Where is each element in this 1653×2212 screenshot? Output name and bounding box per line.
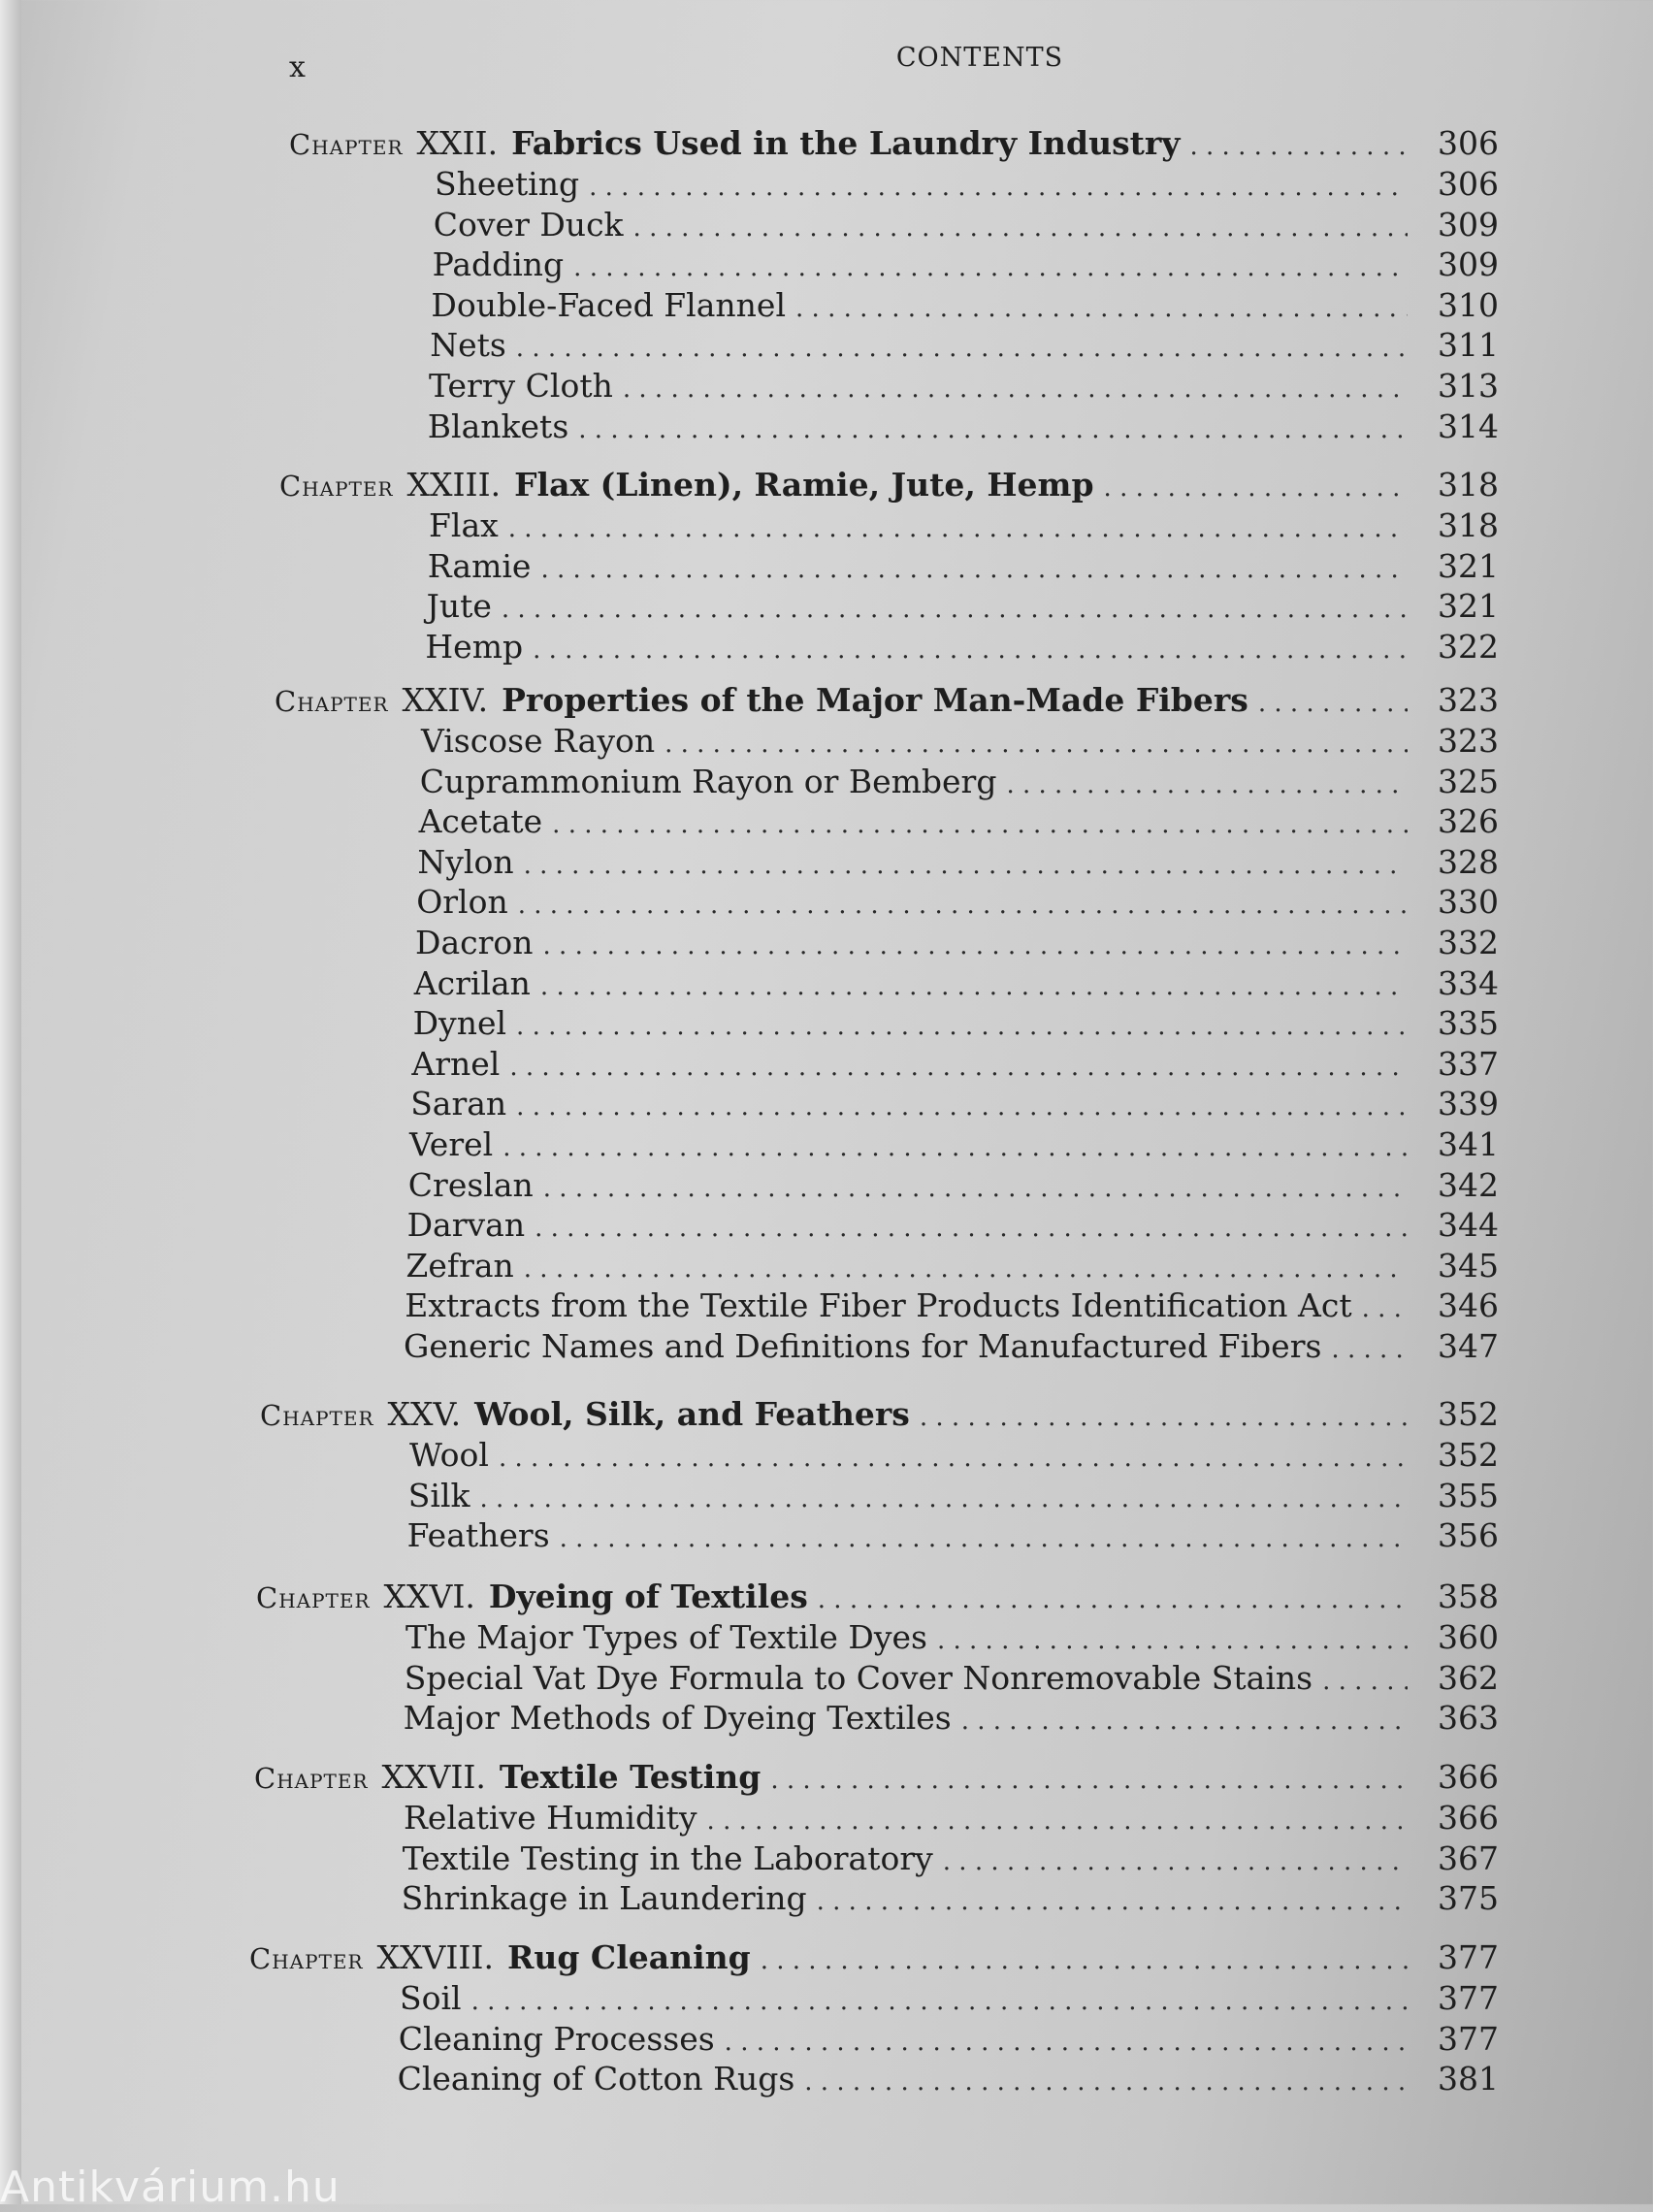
section-title: Flax bbox=[429, 506, 499, 544]
section-page-number: 326 bbox=[1437, 802, 1499, 841]
section-page-number: 344 bbox=[1437, 1206, 1499, 1245]
section-page-number: 323 bbox=[1438, 722, 1499, 760]
section-title: Darvan bbox=[406, 1206, 526, 1245]
section-page-number: 325 bbox=[1437, 762, 1499, 800]
section-title: Hemp bbox=[425, 627, 524, 666]
page-gutter bbox=[0, 0, 21, 2204]
dot-leader bbox=[795, 289, 1408, 328]
watermark: Antikvárium.hu bbox=[0, 2163, 340, 2212]
chapter-numeral: XXVI. bbox=[383, 1578, 475, 1615]
section-entry bbox=[407, 1206, 1499, 1245]
chapter-label: Chapter bbox=[260, 1399, 374, 1432]
section-entry bbox=[434, 206, 1499, 244]
section-entry bbox=[405, 1286, 1499, 1325]
dot-leader bbox=[543, 927, 1408, 965]
section-page-number: 367 bbox=[1437, 1838, 1499, 1877]
section-entry bbox=[409, 1436, 1499, 1475]
dot-leader bbox=[664, 725, 1408, 764]
section-page-number: 313 bbox=[1438, 367, 1499, 405]
section-page-number: 306 bbox=[1438, 165, 1499, 203]
dot-leader bbox=[508, 509, 1408, 548]
section-title: Textile Testing in the Laboratory bbox=[402, 1838, 933, 1877]
section-page-number: 377 bbox=[1438, 1979, 1499, 2017]
section-title: Saran bbox=[410, 1085, 507, 1123]
chapter-page-number: 377 bbox=[1438, 1938, 1499, 1976]
section-entry bbox=[430, 326, 1499, 365]
dot-leader bbox=[509, 1048, 1408, 1087]
section-title: Arnel bbox=[411, 1044, 501, 1083]
section-page-number: 346 bbox=[1437, 1286, 1499, 1325]
chapter-entry bbox=[254, 1758, 1499, 1797]
chapter-title: Fabrics Used in the Laundry Industry bbox=[511, 124, 1181, 162]
section-page-number: 309 bbox=[1437, 245, 1499, 284]
dot-leader bbox=[499, 1439, 1408, 1478]
section-page-number: 314 bbox=[1437, 407, 1499, 445]
dot-leader bbox=[516, 1088, 1408, 1126]
section-title: Silk bbox=[407, 1476, 470, 1514]
dot-leader bbox=[804, 2063, 1408, 2101]
section-title: Zefran bbox=[405, 1246, 514, 1285]
section-entry bbox=[416, 883, 1499, 922]
section-page-number: 339 bbox=[1437, 1085, 1499, 1123]
section-entry bbox=[410, 1085, 1499, 1123]
section-entry bbox=[407, 1516, 1499, 1555]
dot-leader bbox=[943, 1842, 1408, 1881]
section-entry bbox=[411, 1045, 1499, 1084]
dot-leader bbox=[535, 1209, 1408, 1248]
section-page-number: 362 bbox=[1437, 1658, 1499, 1697]
chapter-title: Wool, Silk, and Feathers bbox=[474, 1395, 910, 1433]
dot-leader bbox=[573, 248, 1408, 287]
section-page-number: 375 bbox=[1437, 1879, 1499, 1918]
chapter-numeral: XXVII. bbox=[381, 1758, 486, 1796]
dot-leader bbox=[1331, 1330, 1408, 1369]
section-entry bbox=[419, 802, 1499, 841]
section-entry bbox=[417, 843, 1499, 882]
dot-leader bbox=[707, 1802, 1408, 1840]
running-head: CONTENTS bbox=[895, 43, 1064, 73]
section-page-number: 322 bbox=[1437, 627, 1499, 666]
section-entry bbox=[409, 1125, 1499, 1164]
section-page-number: 310 bbox=[1437, 285, 1499, 324]
section-title: Terry Cloth bbox=[429, 367, 613, 405]
dot-leader bbox=[1189, 127, 1408, 166]
section-page-number: 342 bbox=[1437, 1165, 1499, 1204]
section-page-number: 335 bbox=[1437, 1004, 1499, 1043]
section-page-number: 345 bbox=[1437, 1246, 1499, 1285]
section-entry bbox=[405, 1247, 1499, 1285]
dot-leader bbox=[725, 2023, 1408, 2062]
section-entry bbox=[402, 1879, 1499, 1918]
section-title: Ramie bbox=[427, 546, 532, 585]
section-title: Cleaning of Cotton Rugs bbox=[397, 2060, 795, 2098]
chapter-label: Chapter bbox=[256, 1581, 371, 1614]
section-entry bbox=[413, 1004, 1499, 1043]
section-page-number: 330 bbox=[1437, 883, 1499, 922]
section-entry bbox=[405, 1618, 1499, 1657]
dot-leader bbox=[1322, 1662, 1408, 1701]
dot-leader bbox=[920, 1398, 1408, 1437]
chapter-label: Chapter bbox=[249, 1942, 364, 1975]
section-title: Acetate bbox=[418, 802, 543, 841]
chapter-label: Chapter bbox=[254, 1762, 369, 1795]
section-entry bbox=[415, 924, 1499, 962]
section-entry bbox=[428, 547, 1499, 586]
section-entry bbox=[403, 1839, 1499, 1878]
dot-leader bbox=[552, 805, 1408, 844]
section-page-number: 332 bbox=[1438, 924, 1499, 961]
section-entry bbox=[404, 1799, 1499, 1838]
section-entry bbox=[429, 367, 1499, 406]
section-title: Cleaning Processes bbox=[398, 2019, 715, 2058]
dot-leader bbox=[1362, 1289, 1408, 1328]
chapter-title: Properties of the Major Man-Made Fibers bbox=[502, 681, 1248, 719]
dot-leader bbox=[633, 209, 1408, 247]
section-entry bbox=[425, 628, 1499, 667]
chapter-title: Flax (Linen), Ramie, Jute, Hemp bbox=[514, 466, 1094, 504]
section-title: Double-Faced Flannel bbox=[431, 285, 787, 324]
section-title: Orlon bbox=[416, 883, 508, 922]
section-title: Jute bbox=[426, 587, 492, 626]
section-page-number: 381 bbox=[1437, 2060, 1499, 2098]
section-entry bbox=[408, 1166, 1499, 1205]
dot-leader bbox=[937, 1621, 1408, 1660]
section-entry bbox=[435, 165, 1499, 204]
section-page-number: 377 bbox=[1437, 2019, 1499, 2058]
dot-leader bbox=[516, 1007, 1408, 1046]
dot-leader bbox=[524, 1250, 1408, 1288]
section-title: Nylon bbox=[417, 842, 514, 881]
section-page-number: 309 bbox=[1437, 205, 1499, 244]
section-page-number: 366 bbox=[1438, 1799, 1499, 1837]
section-entry bbox=[400, 1979, 1499, 2018]
chapter-label: Chapter bbox=[279, 470, 394, 503]
section-entry bbox=[421, 722, 1499, 761]
dot-leader bbox=[480, 1480, 1408, 1518]
section-page-number: 347 bbox=[1438, 1327, 1499, 1365]
section-title: Special Vat Dye Formula to Cover Nonremovable Stains bbox=[404, 1658, 1313, 1697]
dot-leader bbox=[589, 168, 1408, 207]
section-title: Major Methods of Dyeing Textiles bbox=[403, 1699, 952, 1738]
chapter-numeral: XXIV. bbox=[402, 681, 489, 719]
section-entry bbox=[431, 286, 1499, 325]
section-entry bbox=[404, 1327, 1499, 1366]
chapter-page-number: 323 bbox=[1438, 681, 1499, 719]
chapter-numeral: XXIII. bbox=[406, 466, 502, 504]
chapter-page-number: 318 bbox=[1438, 466, 1499, 504]
chapter-entry bbox=[256, 1578, 1499, 1616]
section-title: Sheeting bbox=[435, 165, 580, 203]
section-entry bbox=[429, 506, 1499, 545]
section-page-number: 341 bbox=[1438, 1125, 1499, 1163]
section-title: Generic Names and Definitions for Manufactured Fibers bbox=[404, 1327, 1322, 1365]
section-title: Cuprammonium Rayon or Bemberg bbox=[419, 762, 997, 800]
chapter-entry bbox=[249, 1938, 1499, 1977]
dot-leader bbox=[1006, 765, 1408, 804]
dot-leader bbox=[518, 886, 1408, 925]
dot-leader bbox=[761, 1941, 1408, 1980]
chapter-label: Chapter bbox=[289, 128, 404, 161]
section-title: Soil bbox=[400, 1979, 462, 2017]
section-title: Dacron bbox=[415, 924, 534, 961]
section-page-number: 321 bbox=[1437, 546, 1499, 585]
chapter-page-number: 306 bbox=[1438, 124, 1499, 162]
chapter-page-number: 358 bbox=[1438, 1578, 1499, 1615]
chapter-title: Rug Cleaning bbox=[506, 1938, 751, 1976]
section-page-number: 352 bbox=[1438, 1436, 1499, 1474]
section-page-number: 355 bbox=[1437, 1476, 1499, 1514]
chapter-page-number: 366 bbox=[1438, 1758, 1499, 1796]
section-title: Blankets bbox=[427, 407, 569, 445]
dot-leader bbox=[961, 1702, 1408, 1740]
section-page-number: 311 bbox=[1437, 326, 1499, 365]
dot-leader bbox=[560, 1519, 1408, 1558]
section-title: Creslan bbox=[407, 1165, 534, 1204]
section-title: Dynel bbox=[412, 1004, 507, 1043]
section-title: Relative Humidity bbox=[404, 1799, 697, 1837]
dot-leader bbox=[540, 967, 1408, 1006]
chapter-entry bbox=[260, 1395, 1499, 1434]
section-entry bbox=[428, 407, 1499, 446]
chapter-entry bbox=[289, 124, 1499, 163]
section-page-number: 363 bbox=[1437, 1699, 1499, 1738]
section-page-number: 334 bbox=[1437, 963, 1499, 1002]
section-page-number: 318 bbox=[1438, 506, 1499, 544]
section-title: Viscose Rayon bbox=[421, 722, 656, 760]
section-entry bbox=[414, 964, 1499, 1003]
section-title: Cover Duck bbox=[433, 205, 624, 244]
section-title: Nets bbox=[430, 326, 506, 365]
section-title: Wool bbox=[409, 1436, 489, 1474]
chapter-title: Dyeing of Textiles bbox=[488, 1578, 808, 1615]
chapter-entry bbox=[279, 466, 1499, 504]
dot-leader bbox=[471, 1982, 1408, 2021]
chapter-entry bbox=[275, 681, 1499, 720]
section-entry bbox=[433, 245, 1499, 284]
dot-leader bbox=[817, 1882, 1408, 1921]
section-entry bbox=[420, 763, 1499, 801]
dot-leader bbox=[533, 631, 1408, 669]
section-page-number: 328 bbox=[1437, 842, 1499, 881]
section-title: Extracts from the Textile Fiber Products Identification Act bbox=[405, 1286, 1352, 1325]
section-title: Feathers bbox=[406, 1516, 550, 1555]
section-page-number: 337 bbox=[1437, 1044, 1499, 1083]
dot-leader bbox=[770, 1761, 1408, 1800]
section-entry bbox=[408, 1477, 1499, 1515]
dot-leader bbox=[1258, 684, 1408, 723]
section-entry bbox=[398, 2060, 1499, 2098]
chapter-title: Textile Testing bbox=[499, 1758, 762, 1796]
dot-leader bbox=[524, 846, 1408, 885]
dot-leader bbox=[818, 1580, 1408, 1619]
section-title: Verel bbox=[409, 1125, 494, 1163]
section-entry bbox=[399, 2020, 1499, 2059]
dot-leader bbox=[578, 410, 1408, 449]
section-entry bbox=[404, 1699, 1499, 1738]
dot-leader bbox=[502, 1128, 1408, 1167]
dot-leader bbox=[516, 329, 1408, 368]
section-title: Acrilan bbox=[413, 963, 531, 1002]
dot-leader bbox=[623, 370, 1408, 408]
dot-leader bbox=[543, 1169, 1408, 1208]
chapter-numeral: XXII. bbox=[416, 124, 499, 162]
section-page-number: 360 bbox=[1438, 1618, 1499, 1656]
chapter-page-number: 352 bbox=[1438, 1395, 1499, 1433]
section-entry bbox=[427, 587, 1499, 626]
page-number: x bbox=[289, 50, 308, 84]
dot-leader bbox=[502, 590, 1408, 629]
chapter-numeral: XXVIII. bbox=[376, 1938, 494, 1976]
chapter-numeral: XXV. bbox=[387, 1395, 462, 1433]
section-title: The Major Types of Textile Dyes bbox=[405, 1618, 927, 1656]
chapter-label: Chapter bbox=[275, 685, 389, 718]
dot-leader bbox=[540, 550, 1408, 589]
section-entry bbox=[405, 1659, 1499, 1698]
section-title: Shrinkage in Laundering bbox=[401, 1879, 807, 1918]
section-page-number: 321 bbox=[1437, 587, 1499, 626]
section-title: Padding bbox=[432, 245, 565, 284]
section-page-number: 356 bbox=[1437, 1516, 1499, 1555]
dot-leader bbox=[1104, 469, 1408, 507]
